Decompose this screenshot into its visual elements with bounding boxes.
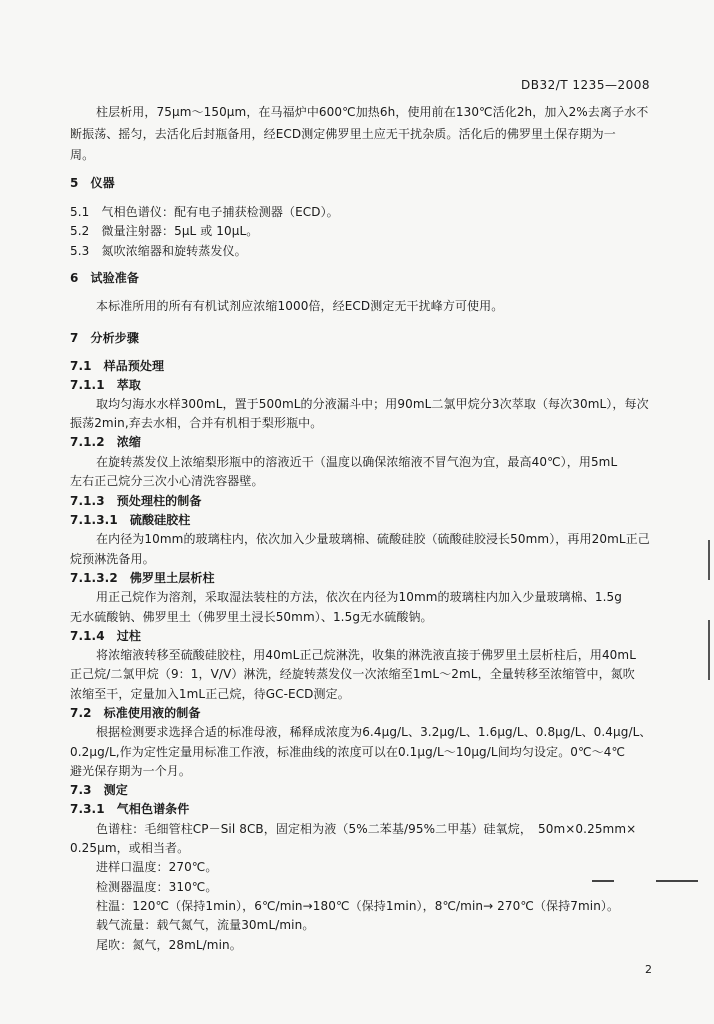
text-line: 断振荡、摇匀，去活化后封瓶备用，经ECD测定佛罗里土应无干扰杂质。活化后的佛罗里土保存期为一 xyxy=(70,127,616,141)
scan-edge-mark xyxy=(708,540,710,580)
text-line: 尾吹：氮气，28mL/min。 xyxy=(96,938,242,952)
text-line: 0.25μm，或相当者。 xyxy=(70,841,190,855)
page-number: 2 xyxy=(645,963,652,976)
text-line: 在内径为10mm的玻璃柱内，依次加入少量玻璃棉、硫酸硅胶（硫酸硅胶浸长50mm），再用20mL正己 xyxy=(96,532,650,546)
text-line: 柱层析用，75μm～150μm，在马福炉中600℃加热6h，使用前在130℃活化2h，加入2%去离子水不 xyxy=(96,105,649,119)
text-line: 进样口温度：270℃。 xyxy=(96,860,218,874)
text-line: 周。 xyxy=(70,148,95,162)
text-line: 正己烷/二氯甲烷（9：1，V/V）淋洗，经旋转蒸发仪一次浓缩至1mL～2mL，全量转移至浓缩管中，氮吹 xyxy=(70,667,635,681)
subsection-heading: 7.3 测定 xyxy=(70,783,128,797)
text-line: 左右正己烷分三次小心清洗容器壁。 xyxy=(70,474,264,488)
text-line: 振荡2min,弃去水相，合并有机相于梨形瓶中。 xyxy=(70,416,323,430)
section-heading: 6 试验准备 xyxy=(70,271,139,285)
section-heading: 5 仪器 xyxy=(70,176,115,190)
text-line: 本标准所用的所有有机试剂应浓缩1000倍，经ECD测定无干扰峰方可使用。 xyxy=(96,299,504,313)
text-line: 载气流量：载气氮气，流量30mL/min。 xyxy=(96,918,315,932)
subsection-heading: 7.3.1 气相色谱条件 xyxy=(70,802,190,816)
text-line: 5.1 气相色谱仪：配有电子捕获检测器（ECD）。 xyxy=(70,205,339,219)
scan-edge-mark xyxy=(708,620,710,680)
subsection-heading: 7.1.3 预处理柱的制备 xyxy=(70,494,202,508)
text-line: 在旋转蒸发仪上浓缩梨形瓶中的溶液近干（温度以确保浓缩液不冒气泡为宜，最高40℃），用5mL xyxy=(96,455,618,469)
text-line: 避光保存期为一个月。 xyxy=(70,764,192,778)
subsection-heading: 7.1.2 浓缩 xyxy=(70,435,141,449)
subsection-heading: 7.1.3.2 佛罗里土层析柱 xyxy=(70,571,215,585)
scan-speck xyxy=(656,880,698,882)
text-line: 5.3 氮吹浓缩器和旋转蒸发仪。 xyxy=(70,244,247,258)
section-heading: 7 分析步骤 xyxy=(70,331,139,345)
text-line: 取均匀海水水样300mL，置于500mL的分液漏斗中；用90mL二氯甲烷分3次萃取（每次30mL），每次 xyxy=(96,397,649,411)
subsection-heading: 7.1 样品预处理 xyxy=(70,359,165,373)
text-line: 无水硫酸钠、佛罗里土（佛罗里土浸长50mm）、1.5g无水硫酸钠。 xyxy=(70,610,433,624)
document-code: DB32/T 1235—2008 xyxy=(520,78,650,92)
text-line: 色谱柱：毛细管柱CP－Sil 8CB，固定相为液（5%二苯基/95%二甲基）硅氧烷， 50m×0.25mm× xyxy=(96,822,637,836)
text-line: 检测器温度：310℃。 xyxy=(96,880,218,894)
text-line: 柱温：120℃（保持1min），6℃/min→180℃（保持1min），8℃/min→ 270℃（保持7min）。 xyxy=(96,899,620,913)
text-line: 将浓缩液转移至硫酸硅胶柱，用40mL正己烷淋洗，收集的淋洗液直接于佛罗里土层析柱后，用40mL xyxy=(96,648,636,662)
text-line: 5.2 微量注射器：5μL 或 10μL。 xyxy=(70,224,259,238)
subsection-heading: 7.1.3.1 硫酸硅胶柱 xyxy=(70,513,191,527)
subsection-heading: 7.2 标准使用液的制备 xyxy=(70,706,201,720)
subsection-heading: 7.1.1 萃取 xyxy=(70,378,141,392)
text-line: 烷预淋洗备用。 xyxy=(70,552,155,566)
text-line: 用正己烷作为溶剂，采取湿法装柱的方法，依次在内径为10mm的玻璃柱内加入少量玻璃棉、1.5g xyxy=(96,590,622,604)
text-line: 0.2μg/L,作为定性定量用标准工作液，标准曲线的浓度可以在0.1μg/L～10μg/L间均匀设定。0℃～4℃ xyxy=(70,745,626,759)
scan-speck xyxy=(592,880,614,882)
text-line: 浓缩至干，定量加入1mL正己烷，待GC-ECD测定。 xyxy=(70,687,350,701)
subsection-heading: 7.1.4 过柱 xyxy=(70,629,141,643)
text-line: 根据检测要求选择合适的标准母液，稀释成浓度为6.4μg/L、3.2μg/L、1.6μg/L、0.8μg/L、0.4μg/L、 xyxy=(96,725,652,739)
